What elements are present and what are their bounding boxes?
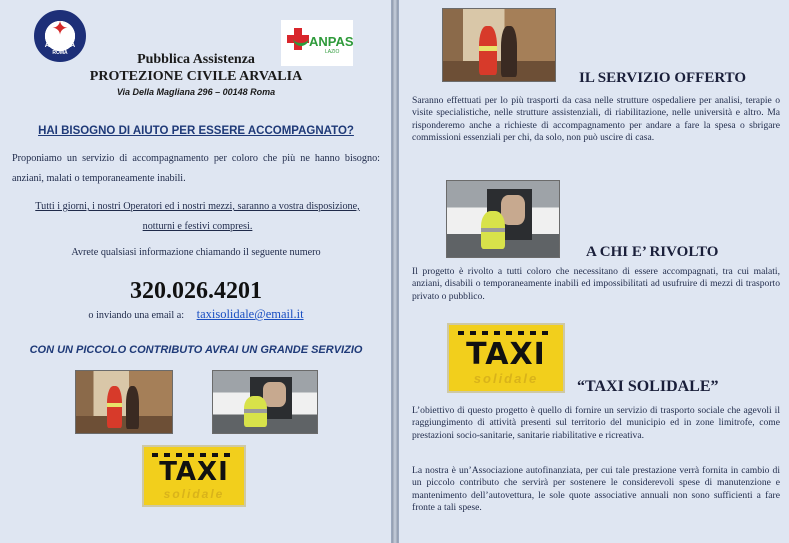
taxi-title: “TAXI SOLIDALE” xyxy=(577,378,719,395)
star-icon: ✦ xyxy=(51,16,69,40)
anpas-logo-sub: LAZIO xyxy=(325,49,340,55)
email-prefix: o inviando una email a: xyxy=(88,310,185,321)
van-photo-large xyxy=(446,180,560,258)
right-panel xyxy=(398,0,789,543)
servizio-title: IL SERVIZIO OFFERTO xyxy=(579,70,747,86)
association-text: La nostra è un’Associazione autofinanziata, per cui tale prestazione verrà fornita in cambio di un piccolo contributo che servirà per sostenere le considerevoli spese di manutenzione e mantenimento dell’autovettura, le sole quote associative annuali non sono sufficienti a fare fronte a tali spese. xyxy=(412,465,780,514)
taxi-solidale-logo xyxy=(142,445,246,507)
rivolto-title: A CHI E’ RIVOLTO xyxy=(586,244,719,260)
arvalia-logo-line2: ROMA xyxy=(52,50,68,56)
email-link[interactable]: taxisolidale@email.it xyxy=(196,307,304,321)
info-paragraph: Avrete qualsiasi informazione chiamando il seguente numero xyxy=(71,247,321,258)
taxi-logo-word-large: TAXI xyxy=(466,337,546,372)
email-line xyxy=(0,307,392,322)
availability-paragraph: Tutti i giorni, i nostri Operatori ed i nostri mezzi, saranno a vostra disposizione, notturni e festivi compresi. xyxy=(35,201,360,232)
slogan: CON UN PICCOLO CONTRIBUTO AVRAI UN GRANDE SERVIZIO xyxy=(29,344,363,356)
taxi-logo-sub: solidale xyxy=(163,487,225,501)
escort-photo-large xyxy=(442,8,556,82)
servizio-text: Saranno effettuati per lo più trasporti da casa nelle strutture ospedaliere per analisi, terapie o visite specialistiche, nelle strutture assistenziali, di riabilitazione, nelle università e altro. Ma risponderemo anche a richieste di accompagnamento per andare a fare la spesa o sbrigare commissioni essenziali per chi, da solo, non può uscire di casa. xyxy=(412,95,780,144)
phone-number: 320.026.4201 xyxy=(130,278,262,304)
van-photo xyxy=(212,370,318,434)
left-panel xyxy=(0,0,392,543)
intro-paragraph: Proponiamo un servizio di accompagnamento per coloro che più ne hanno bisogno: anziani, malati o temporaneamente inabili. xyxy=(12,153,380,184)
taxi-text: L’obiettivo di questo progetto è quello di fornire un servizio di trasporto sociale che agevoli il raggiungimento di attività presenti sul territorio del municipio ed in zone limitrofe, come prestazioni socio-sanitarie, sanitarie riabilitative e ricreativa. xyxy=(412,405,780,441)
org-unit: PROTEZIONE CIVILE ARVALIA xyxy=(89,69,303,84)
anpas-logo-name: ANPAS xyxy=(309,34,354,49)
org-address: Via Della Magliana 296 – 00148 Roma xyxy=(116,87,276,97)
rivolto-text: Il progetto è rivolto a tutti coloro che necessitano di essere accompagnati, tra cui malati, anziani, disabili o temporaneamente inabili ed impossibilitati ad usufruire di mezzi di trasporto privato o pubblico. xyxy=(412,266,780,302)
escort-photo xyxy=(75,370,173,434)
taxi-solidale-logo-large xyxy=(447,323,565,393)
arvalia-logo-line1: ARVALIA xyxy=(44,42,76,49)
question-title: HAI BISOGNO DI AIUTO PER ESSERE ACCOMPAGNATO? xyxy=(38,125,354,137)
org-name: Pubblica Assistenza xyxy=(137,52,255,67)
taxi-logo-sub-large: solidale xyxy=(473,371,539,386)
taxi-logo-word: TAXI xyxy=(159,457,229,487)
